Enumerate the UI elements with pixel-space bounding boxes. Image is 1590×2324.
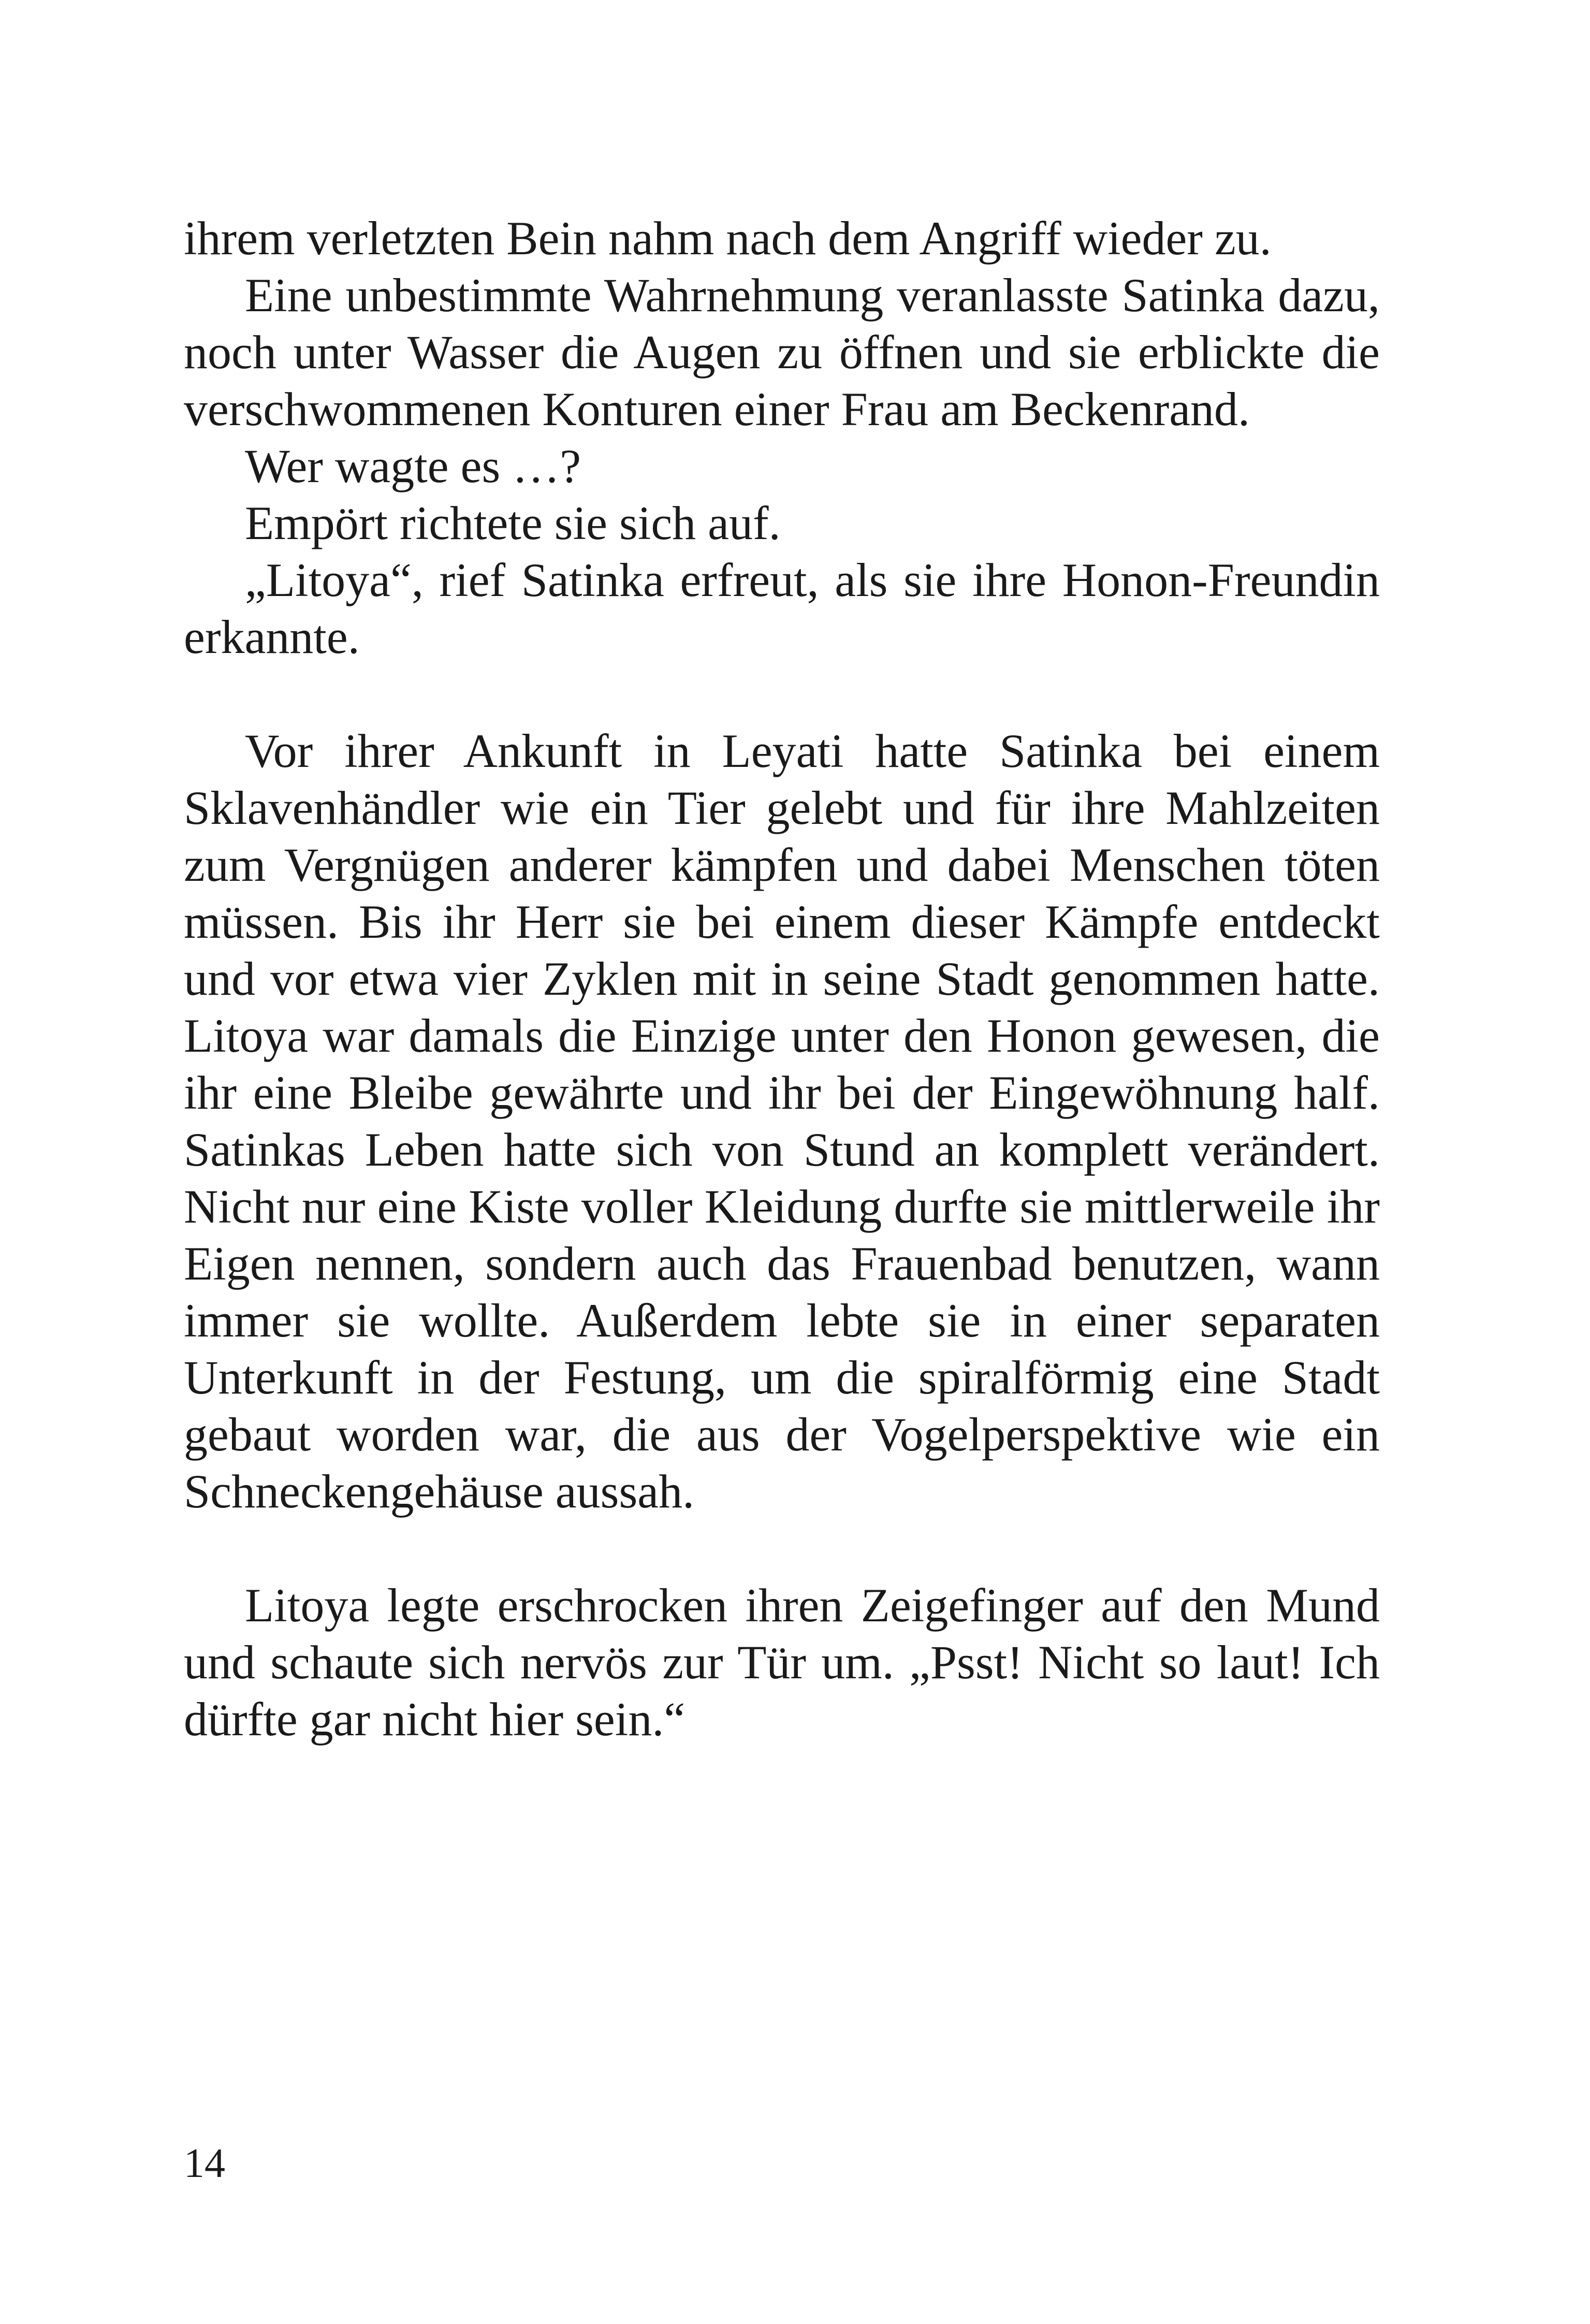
body-text <box>184 210 1380 1748</box>
paragraph: Litoya legte erschrocken ihren Zeigefinger auf den Mund und schaute sich nervös zur Tür um. „Psst! Nicht so laut! Ich dürfte gar nicht hier sein.“ <box>184 1579 1380 1746</box>
paragraph: ihrem verletzten Bein nahm nach dem Angriff wieder zu. <box>184 212 1272 265</box>
paragraph: Eine unbestimmte Wahrnehmung veranlasste Satinka dazu, noch unter Wasser die Augen zu öffnen und sie erblickte die verschwommenen Konturen einer Frau am Beckenrand. <box>184 269 1380 435</box>
paragraph: „Litoya“, rief Satinka erfreut, als sie ihre Honon-Freundin erkannte. <box>184 554 1380 663</box>
paragraph: Wer wagte es …? <box>245 440 581 492</box>
paragraph: Vor ihrer Ankunft in Leyati hatte Satinka bei einem Sklavenhändler wie ein Tier gelebt und für ihre Mahlzeiten zum Vergnügen anderer kämpfen und dabei Menschen töten müssen. Bis ihr Herr sie bei einem dieser Kämpfe entdeckt und vor etwa vier Zyklen mit in seine Stadt genommen hatte. Litoya war damals die Einzige unter den Honon gewesen, die ihr eine Bleibe gewährte und ihr bei der Eingewöhnung half. Satinkas Leben hatte sich von Stund an komplett verändert. Nicht nur eine Kiste voller Kleidung durfte sie mittlerweile ihr Eigen nennen, sondern auch das Frauenbad benutzen, wann immer sie wollte. Außerdem lebte sie in einer separaten Unterkunft in der Festung, um die spiralförmig eine Stadt gebaut worden war, die aus der Vogelperspektive wie ein Schneckengehäuse aussah. <box>184 724 1380 1518</box>
page-number: 14 <box>184 2141 225 2186</box>
paragraph: Empört richtete sie sich auf. <box>245 497 781 549</box>
